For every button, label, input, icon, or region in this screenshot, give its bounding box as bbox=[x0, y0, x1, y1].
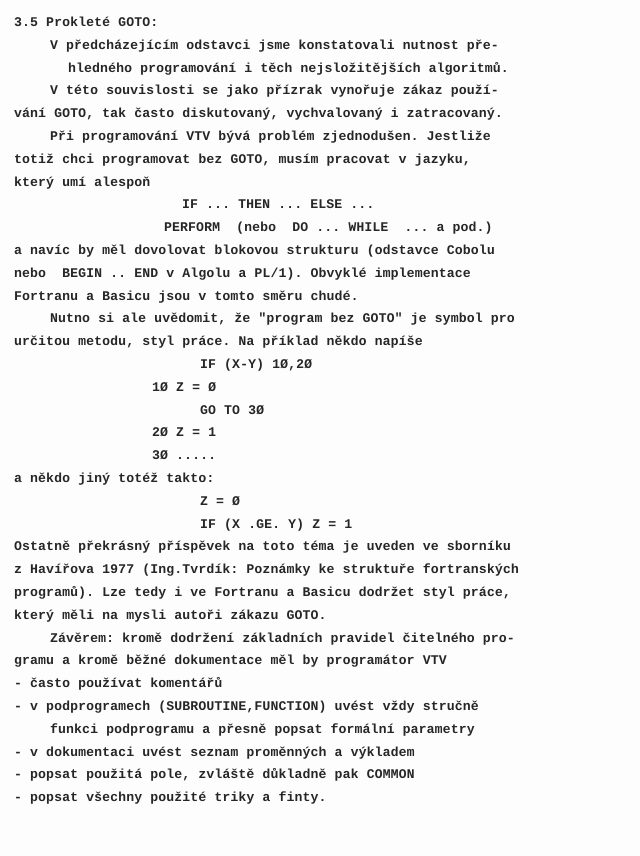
paragraph-line: Závěrem: kromě dodržení základních pravidel čitelného pro- bbox=[50, 630, 515, 646]
code-line: 2Ø Z = 1 bbox=[152, 425, 217, 441]
bullet-line: funkci podprogramu a přesně popsat formální parametry bbox=[50, 721, 475, 737]
paragraph-line: Ostatně překrásný příspěvek na toto téma je uveden ve sborníku bbox=[14, 539, 511, 555]
paragraph-line: z Havířova 1977 (Ing.Tvrdík: Poznámky ke struktuře fortranských bbox=[14, 562, 519, 578]
paragraph-line: nebo BEGIN .. END v Algolu a PL/1). Obvyklé implementace bbox=[14, 265, 471, 281]
code-line: IF ... THEN ... ELSE ... bbox=[182, 197, 375, 213]
paragraph-line: hledného programování i těch nejsložitějších algoritmů. bbox=[68, 60, 509, 76]
bullet-line: - popsat všechny použité triky a finty. bbox=[14, 790, 327, 806]
paragraph-line: který měli na mysli autoři zákazu GOTO. bbox=[14, 607, 327, 623]
code-line: PERFORM (nebo DO ... WHILE ... a pod.) bbox=[164, 220, 493, 236]
code-line: 3Ø ..... bbox=[152, 448, 217, 464]
bullet-line: - často používat komentářů bbox=[14, 676, 223, 692]
paragraph-line: který umí alespoň bbox=[14, 174, 151, 190]
code-line: IF (X .GE. Y) Z = 1 bbox=[200, 516, 353, 532]
bullet-line: - v podprogramech (SUBROUTINE,FUNCTION) uvést vždy stručně bbox=[14, 698, 479, 714]
paragraph-line: určitou metodu, styl práce. Na příklad někdo napíše bbox=[14, 334, 423, 350]
section-heading: 3.5 Prokleté GOTO: bbox=[14, 15, 159, 30]
paragraph-line: V předcházejícím odstavci jsme konstatovali nutnost pře- bbox=[50, 37, 499, 53]
paragraph-line: Při programování VTV bývá problém zjednodušen. Jestliže bbox=[50, 128, 491, 144]
paragraph-line: vání GOTO, tak často diskutovaný, vychvalovaný i zatracovaný. bbox=[14, 106, 503, 122]
paragraph-line: totiž chci programovat bez GOTO, musím pracovat v jazyku, bbox=[14, 151, 471, 167]
paragraph-line: Nutno si ale uvědomit, že "program bez GOTO" je symbol pro bbox=[50, 311, 515, 327]
code-line: GO TO 3Ø bbox=[200, 402, 265, 418]
paragraph-line: gramu a kromě běžné dokumentace měl by programátor VTV bbox=[14, 653, 447, 669]
document-body bbox=[14, 12, 626, 810]
bullet-line: - popsat použitá pole, zvláště důkladně pak COMMON bbox=[14, 767, 415, 783]
paragraph-line: a navíc by měl dovolovat blokovou strukturu (odstavce Cobolu bbox=[14, 242, 495, 258]
bullet-line: - v dokumentaci uvést seznam proměnných a výkladem bbox=[14, 744, 415, 760]
paragraph-line: V této souvislosti se jako přízrak vynořuje zákaz použí- bbox=[50, 83, 499, 99]
code-line: 1Ø Z = Ø bbox=[152, 379, 217, 395]
code-line: IF (X-Y) 1Ø,2Ø bbox=[200, 356, 313, 372]
paragraph-line: programů). Lze tedy i ve Fortranu a Basicu dodržet styl práce, bbox=[14, 584, 511, 600]
paragraph-line: a někdo jiný totéž takto: bbox=[14, 470, 215, 486]
code-line: Z = Ø bbox=[200, 493, 241, 509]
paragraph-line: Fortranu a Basicu jsou v tomto směru chudé. bbox=[14, 288, 359, 304]
